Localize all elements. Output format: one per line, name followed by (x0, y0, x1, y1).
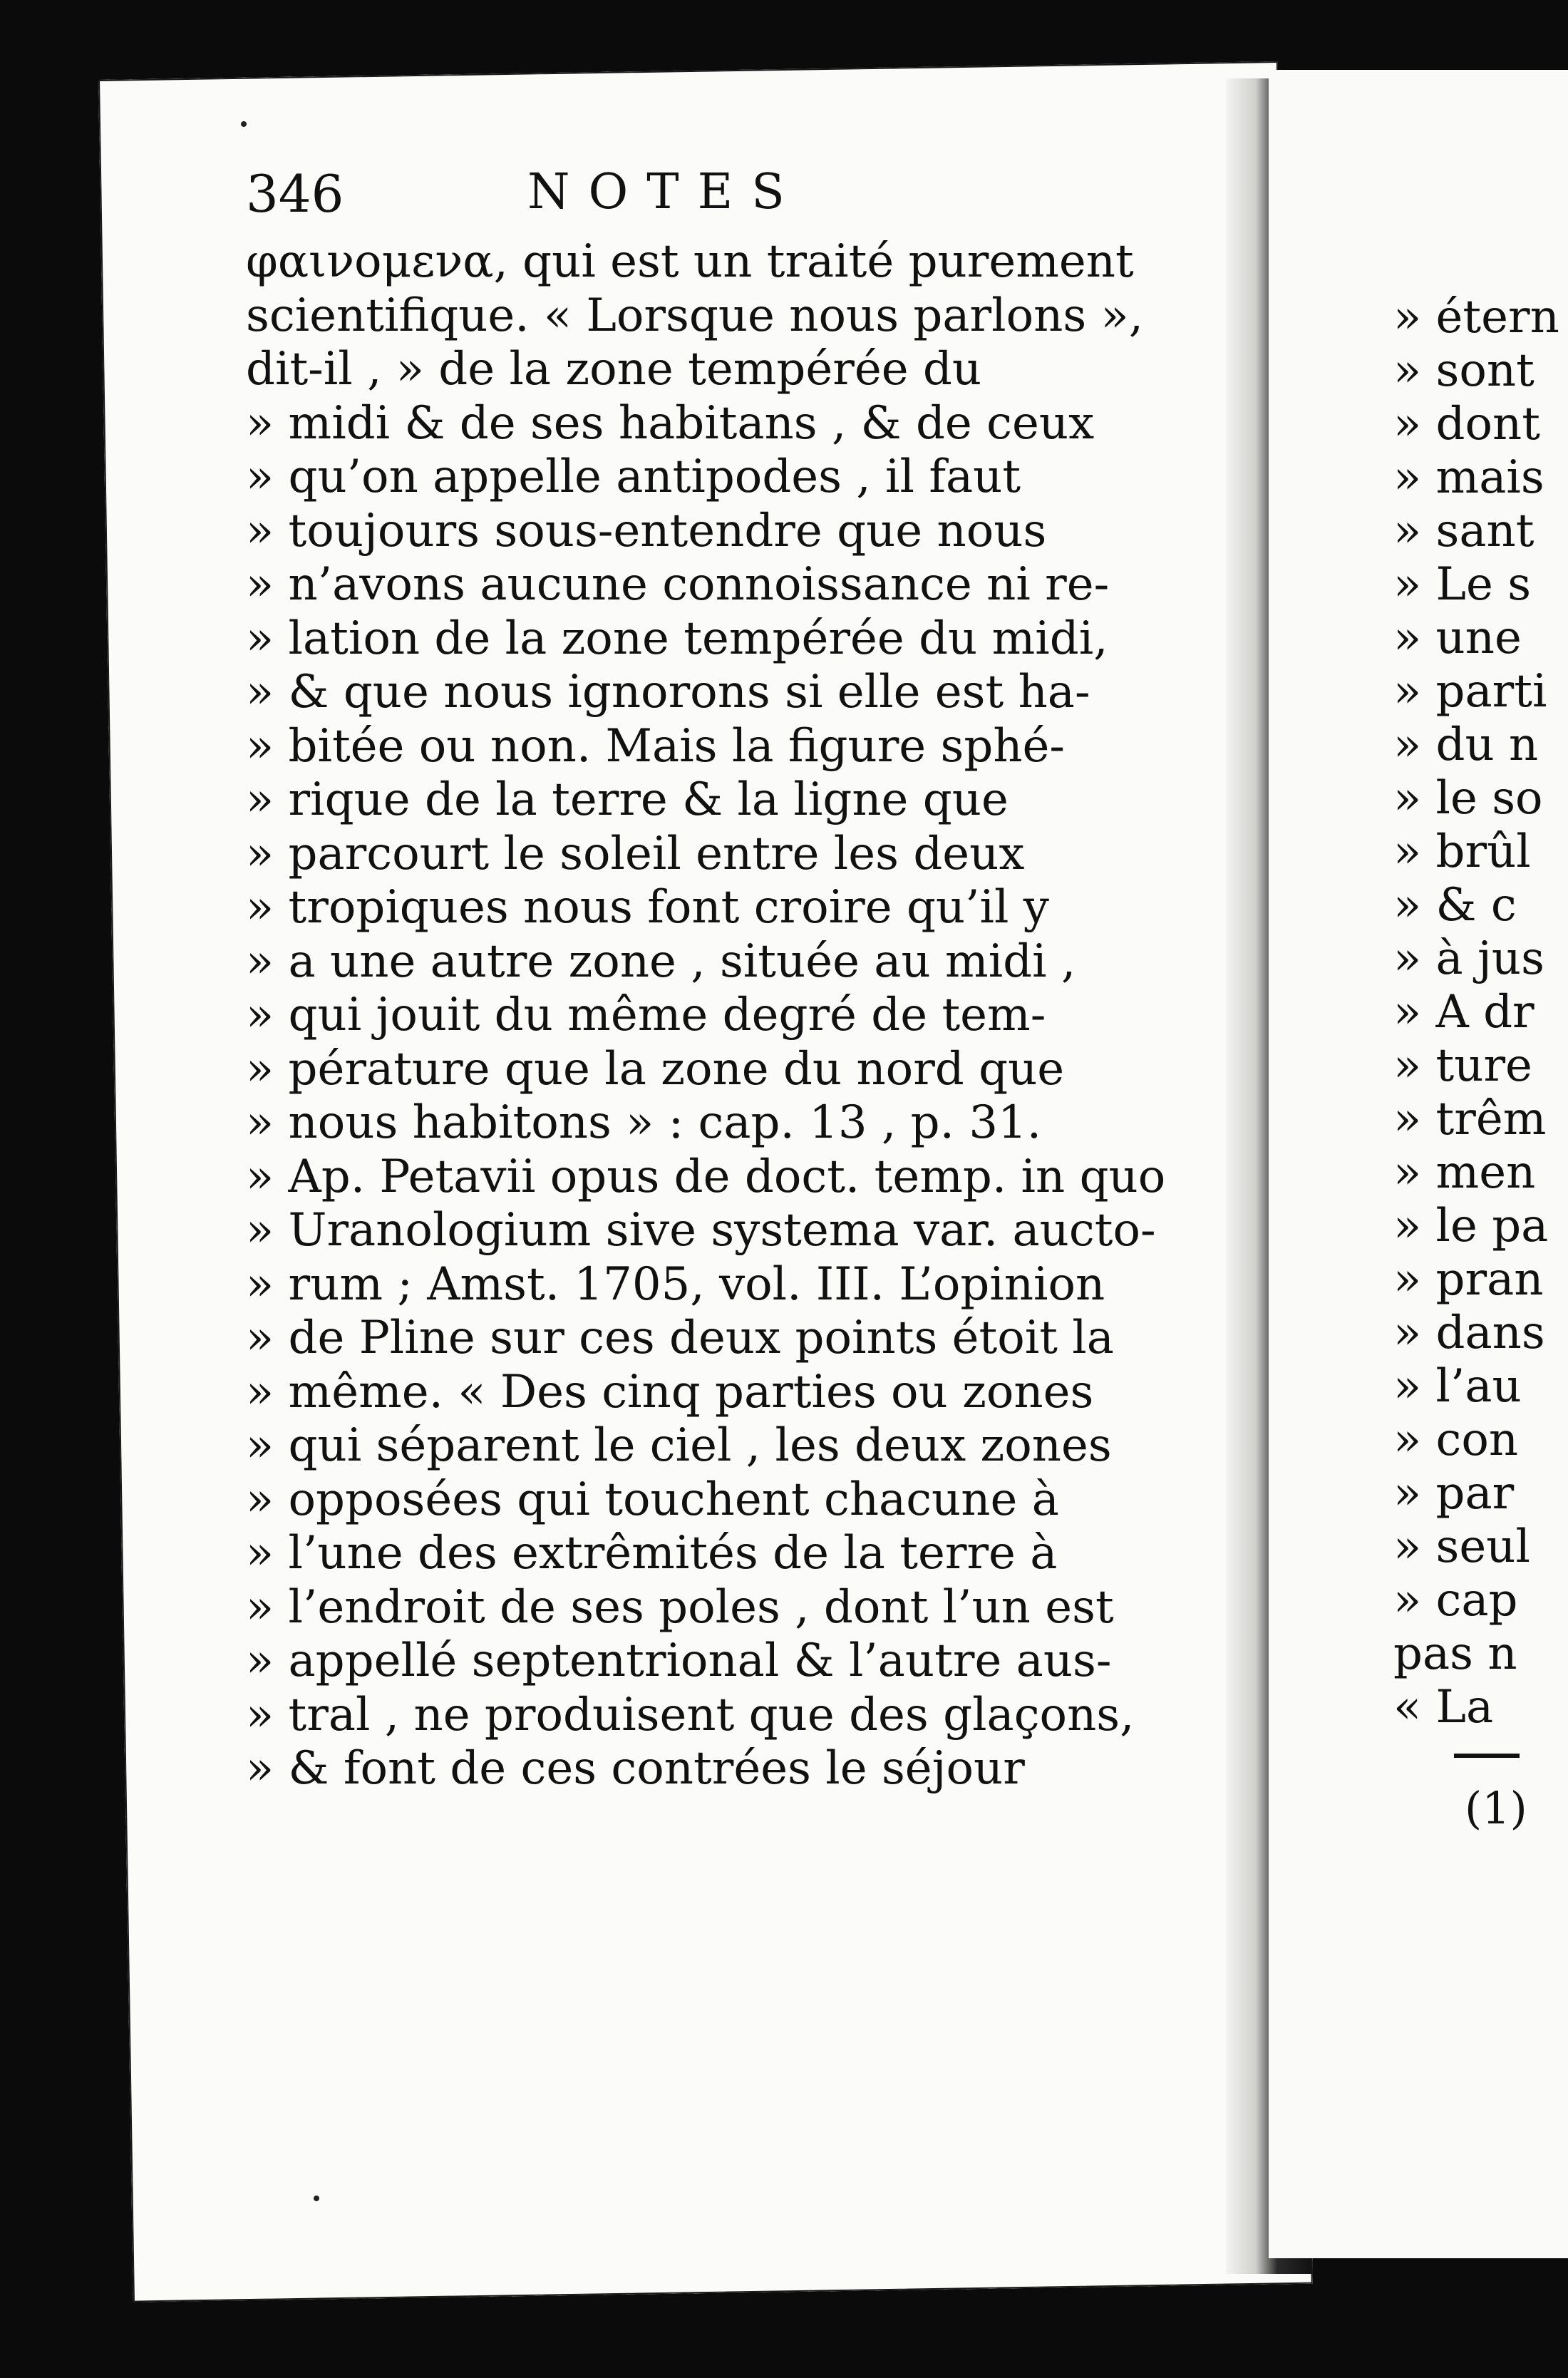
text-line: scientifique. « Lorsque nous parlons », (246, 289, 1144, 342)
text-line: » mais (1393, 451, 1544, 504)
footnote-marker: (1) (1465, 1782, 1527, 1834)
text-line: » de Pline sur ces deux points étoit la (246, 1312, 1114, 1364)
ink-speck (241, 121, 247, 127)
ink-speck (314, 2196, 319, 2201)
text-line: » men (1393, 1146, 1536, 1199)
text-line: » tral , ne produisent que des glaçons, (246, 1688, 1135, 1741)
text-line: » toujours sous-entendre que nous (246, 504, 1047, 557)
text-line: » du n (1393, 719, 1539, 771)
text-line: » cap (1393, 1574, 1518, 1627)
text-line: » & que nous ignorons si elle est ha- (246, 666, 1090, 719)
text-line: » appellé septentrional & l’autre aus- (246, 1635, 1112, 1687)
text-line: » l’au (1393, 1360, 1522, 1413)
text-line: » le so (1393, 772, 1543, 825)
running-head: NOTES (527, 164, 803, 220)
text-line: » midi & de ses habitans , & de ceux (246, 396, 1095, 450)
text-line: » pran (1393, 1253, 1544, 1306)
text-line: » l’une des extrêmités de la terre à (246, 1527, 1058, 1580)
text-line: » trêm (1393, 1093, 1547, 1146)
left-page-text (246, 235, 1180, 1796)
page-number: 346 (246, 164, 344, 224)
footnote-rule (1454, 1754, 1520, 1758)
text-line: pas n (1393, 1627, 1517, 1680)
text-line: « La (1393, 1681, 1494, 1734)
text-line: » ture (1393, 1039, 1532, 1092)
text-line: » dans (1393, 1307, 1545, 1359)
text-line: » opposées qui touchent chacune à (246, 1473, 1059, 1526)
text-line: » pérature que la zone du nord que (246, 1042, 1065, 1096)
text-line: » a une autre zone , située au midi , (246, 935, 1076, 988)
text-line: » une (1393, 612, 1522, 664)
text-line: » par (1393, 1467, 1515, 1520)
text-line: » A dr (1393, 986, 1535, 1039)
text-line: » brûl (1393, 825, 1531, 878)
text-line: » étern (1393, 291, 1559, 344)
text-line: » à jus (1393, 932, 1544, 985)
text-line: » tropiques nous font croire qu’il y (246, 881, 1049, 934)
text-line: » rique de la terre & la ligne que (246, 773, 1009, 826)
text-line: » le pa (1393, 1200, 1549, 1252)
text-line: » Ap. Petavii opus de doct. temp. in quo (246, 1150, 1166, 1203)
text-line: » même. « Des cinq parties ou zones (246, 1365, 1094, 1419)
text-line: » seul (1393, 1520, 1530, 1573)
text-line: » qui séparent le ciel , les deux zones (246, 1419, 1112, 1472)
text-line: » sant (1393, 505, 1535, 557)
text-line: » rum ; Amst. 1705, vol. III. L’opinion (246, 1257, 1105, 1311)
text-line: » parti (1393, 665, 1547, 718)
text-line: φαινομενα, qui est un traité purement (246, 235, 1134, 288)
text-line: » parcourt le soleil entre les deux (246, 827, 1025, 880)
text-line: » bitée ou non. Mais la figure sphé- (246, 719, 1066, 773)
text-line: » qui jouit du même degré de tem- (246, 989, 1046, 1041)
text-line: » qu’on appelle antipodes , il faut (246, 451, 1021, 503)
text-line: » n’avons aucune connoissance ni re- (246, 558, 1110, 611)
text-line: » & c (1393, 879, 1517, 932)
text-line: » & font de ces contrées le séjour (246, 1742, 1025, 1795)
text-line: » nous habitons » : cap. 13 , p. 31. (246, 1096, 1042, 1149)
page-header (246, 164, 1172, 242)
text-line: » dont (1393, 398, 1540, 451)
text-line: » con (1393, 1414, 1519, 1466)
text-line: » Le s (1393, 558, 1532, 611)
text-line: dit-il , » de la zone tempérée du (246, 343, 982, 396)
text-line: » Uranologium sive systema var. aucto- (246, 1204, 1156, 1257)
text-line: » lation de la zone tempérée du midi, (246, 612, 1108, 665)
right-page-text (1393, 291, 1559, 1734)
text-line: » l’endroit de ses poles , dont l’un est (246, 1580, 1114, 1634)
text-line: » sont (1393, 344, 1535, 397)
